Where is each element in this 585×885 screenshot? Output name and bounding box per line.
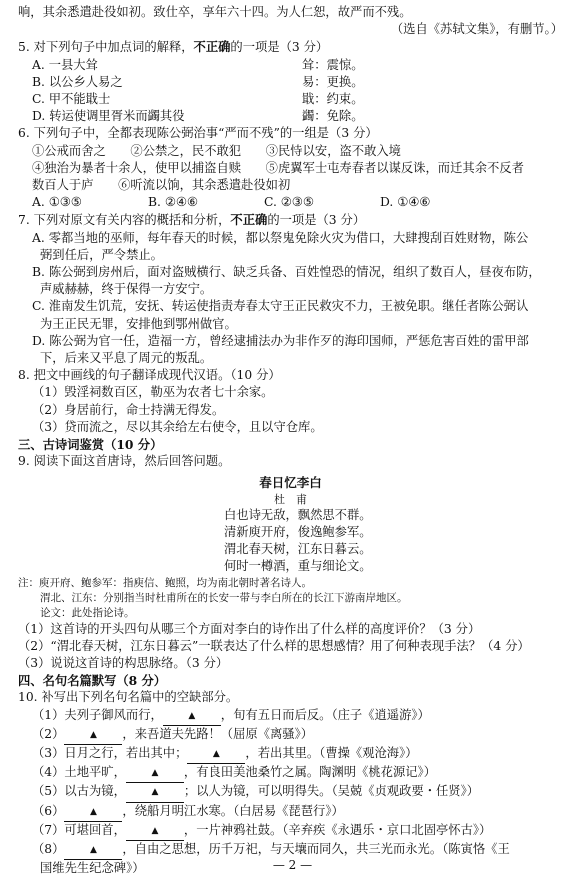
page-number: — 2 — xyxy=(272,858,313,872)
q7-line: 声威赫赫，终于保得一方安宁。 xyxy=(40,282,213,297)
q8-stem: 8. 把文中画线的句子翻译成现代汉语。（10 分） xyxy=(18,368,281,383)
q8-item: （2）身居前行，命士持满无得发。 xyxy=(32,402,225,417)
q8-item: （3）贷而流之，尽以其余给左右使令，且以守仓库。 xyxy=(32,419,323,434)
q7-line: D. 陈公弼为官一任，造福一方，曾经逮捕法办为非作歹的海印国师，严惩危害百姓的雷甲部 xyxy=(32,333,529,348)
answer-blank[interactable]: ▲ xyxy=(126,765,184,783)
q7-stem: 7. 下列对原文有关内容的概括和分析，不正确的一项是（3 分） xyxy=(18,212,366,228)
poem-note: 渭北、江东：分别指当时杜甫所在的长安一带与李白所在的长江下游南岸地区。 xyxy=(40,591,408,604)
q10-item: （8） ▲ ，自由之思想，历千万祀，与天壤而同久，共三光而永光。（陈寅恪《王 xyxy=(18,841,563,860)
q6-choice-c: C. ②③⑤ xyxy=(264,195,314,210)
q5-stem: 5. 对下列句子中加点词的解释，不正确的一项是（3 分） xyxy=(18,39,329,55)
source-note: （选自《苏轼文集》，有删节。） xyxy=(390,22,563,37)
q7-line: 下，后来又平息了周元的叛乱。 xyxy=(40,351,213,366)
poem-note: 注：庾开府、鲍参军：指庾信、鲍照，均为南北朝时著名诗人。 xyxy=(18,576,312,589)
poem-line: 渭北春天树，江东日暮云。 xyxy=(224,542,372,557)
q6-row-3: 数百人于庐 ⑥听流以饷，其余悉遣赴役如初 xyxy=(32,178,291,193)
q10-stem: 10. 补写出下列名句名篇中的空缺部分。 xyxy=(18,690,239,705)
poem-line: 何时一樽酒，重与细论文。 xyxy=(224,559,372,574)
q6-choice-a: A. ①③⑤ xyxy=(32,195,82,210)
q6-choice-b: B. ②④⑥ xyxy=(148,195,198,210)
q10-item-continued: 国维先生纪念碑》） xyxy=(40,861,145,876)
q6-choices xyxy=(18,194,563,211)
q10-item: （6） ▲ ，绕船月明江水寒。（白居易《琵琶行》） xyxy=(18,803,563,822)
poem-line: 白也诗无敌，飘然思不群。 xyxy=(224,507,372,522)
poem-title: 春日忆李白 xyxy=(259,475,322,491)
poem-line: 清新庾开府，俊逸鲍参军。 xyxy=(224,524,372,539)
q7-line: 为王正民无罪，安排他到鄂州做官。 xyxy=(40,316,237,331)
q7-line: C. 淮南发生饥荒，安抚、转运使指责寿春太守王正民救灾不力，王被免职。继任者陈公弼认 xyxy=(32,299,529,314)
answer-blank[interactable]: ▲ xyxy=(64,842,122,860)
q10-item: （2） ▲ ，来吾道夫先路！（屈原《离骚》） xyxy=(18,726,563,745)
q7-line: 弼到任后，严令禁止。 xyxy=(40,247,163,262)
poem-note: 论文：此处指论诗。 xyxy=(40,606,135,619)
answer-blank[interactable]: ▲ xyxy=(126,784,184,802)
section-3-heading: 三、古诗词鉴赏（10 分） xyxy=(18,437,163,453)
answer-blank[interactable]: ▲ xyxy=(163,708,221,726)
q6-stem: 6. 下列句子中，全都表现陈公弼治事“严而不残”的一组是（3 分） xyxy=(18,126,378,141)
q10-item: （1）夫列子御风而行， ▲ ，旬有五日而后反。（庄子《逍遥游》） xyxy=(18,707,563,726)
q5-option-a: A. 一县大耸 耸：震惊。 xyxy=(32,57,364,72)
q9-stem: 9. 阅读下面这首唐诗，然后回答问题。 xyxy=(18,454,231,469)
q10-item: （4）土地平旷， ▲ ，有良田美池桑竹之属。陶渊明《桃花源记》） xyxy=(18,764,563,783)
q10-item: （7）可堪回首， ▲ ，一片神鸦社鼓。（辛弃疾《永遇乐・京口北固亭怀古》） xyxy=(18,822,563,841)
q5-option-b: B. 以公乡人易之 易：更换。 xyxy=(32,74,364,89)
q8-item: （1）毁淫祠数百区，勒巫为农者七十余家。 xyxy=(32,385,274,400)
q6-row-1: ①公戒而舍之 ②公禁之，民不敢犯 ③民恃以安，盗不敢入境 xyxy=(32,143,401,158)
q9-question: （3）说说这首诗的构思脉络。（3 分） xyxy=(18,655,229,670)
section-4-heading: 四、名句名篇默写（8 分） xyxy=(18,673,167,689)
passage-last-line: 响，其余悉遣赴役如初。致仕卒，享年六十四。为人仁恕，故严而不残。 xyxy=(18,5,412,19)
q10-item: （5）以古为镜， ▲ ；以人为镜，可以明得失。（吴兢《贞观政要・任贤》） xyxy=(18,783,563,802)
answer-blank[interactable]: ▲ xyxy=(187,746,245,764)
q5-option-d: D. 转运使调里胥米而蠲其役 蠲：免除。 xyxy=(32,109,364,124)
answer-blank[interactable]: ▲ xyxy=(126,823,184,841)
answer-blank[interactable]: ▲ xyxy=(64,804,122,822)
answer-blank[interactable]: ▲ xyxy=(64,727,122,745)
poem-author: 杜 甫 xyxy=(274,492,307,506)
q6-choice-d: D. ①④⑥ xyxy=(380,195,431,210)
q7-line: B. 陈公弼到房州后，面对盗贼横行、缺乏兵备、百姓惶恐的情况，组织了数百人，昼夜布防， xyxy=(32,265,541,280)
q9-question: （2）“渭北春天树，江东日暮云”一联表达了什么样的思想感情？用了何种表现手法？（4 分） xyxy=(18,638,530,653)
q6-row-2: ④独治为暴者十余人，使甲以捕盗自赎 ⑤虎翼军士屯寿春者以谋反诛，而迁其余不反者 xyxy=(32,160,524,175)
q9-question: （1）这首诗的开头四句从哪三个方面对李白的诗作出了什么样的高度评价？（3 分） xyxy=(18,621,481,636)
q5-option-c: C. 甲不能戢士 戢：约束。 xyxy=(32,92,364,107)
q7-line: A. 零都当地的巫师，每年春天的时候，都以祭鬼免除火灾为借口，大肆搜刮百姓财物，陈公 xyxy=(32,230,529,245)
q10-item: （3）日月之行，若出其中； ▲ ，若出其里。（曹操《观沧海》） xyxy=(18,745,563,764)
